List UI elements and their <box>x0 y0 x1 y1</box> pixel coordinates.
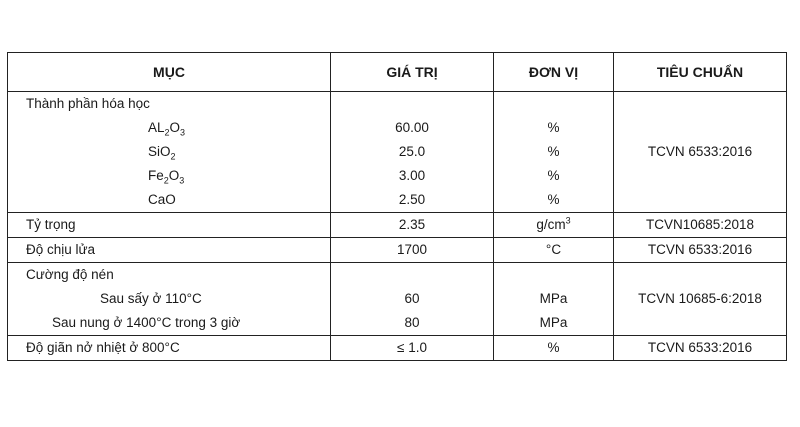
strength-fired-unit: MPa <box>494 311 614 336</box>
table-row <box>8 238 787 263</box>
al2o3-label: $AL_2O_3$ <box>8 116 331 140</box>
strength-dry-label: Sau sấy ở 110°C <box>8 287 331 311</box>
cao-unit: % <box>494 188 614 213</box>
fe2o3-value: 3.00 <box>331 164 494 188</box>
spec-table <box>7 52 787 361</box>
table-row <box>8 336 787 361</box>
strength-dry-value: 60 <box>331 287 494 311</box>
strength-fired-value: 80 <box>331 311 494 336</box>
strength-label: Cường độ nén <box>8 263 331 288</box>
strength-standard: TCVN 10685-6:2018 <box>614 263 787 336</box>
cao-label: CaO <box>8 188 331 213</box>
refractory-value: 1700 <box>331 238 494 263</box>
density-value: 2.35 <box>331 213 494 238</box>
table-row <box>8 213 787 238</box>
density-label: Tỷ trọng <box>8 213 331 238</box>
expansion-label: Độ giãn nở nhiệt ở 800°C <box>8 336 331 361</box>
expansion-unit: % <box>494 336 614 361</box>
chem-standard: TCVN 6533:2016 <box>614 92 787 213</box>
sio2-value: 25.0 <box>331 140 494 164</box>
al2o3-value: 60.00 <box>331 116 494 140</box>
refractory-label: Độ chịu lửa <box>8 238 331 263</box>
header-unit: ĐƠN VỊ <box>494 53 614 92</box>
header-row <box>8 53 787 92</box>
strength-dry-unit: MPa <box>494 287 614 311</box>
strength-fired-label: Sau nung ở 1400°C trong 3 giờ <box>8 311 331 336</box>
header-value: GIÁ TRỊ <box>331 53 494 92</box>
fe2o3-label: $Fe_2O_3$ <box>8 164 331 188</box>
header-standard: TIÊU CHUẨN <box>614 53 787 92</box>
fe2o3-unit: % <box>494 164 614 188</box>
density-unit: $g/cm^3$ <box>494 213 614 238</box>
refractory-standard: TCVN 6533:2016 <box>614 238 787 263</box>
header-item: MỤC <box>8 53 331 92</box>
cao-value: 2.50 <box>331 188 494 213</box>
refractory-unit: °C <box>494 238 614 263</box>
table-row <box>8 92 787 117</box>
density-standard: TCVN10685:2018 <box>614 213 787 238</box>
al2o3-unit: % <box>494 116 614 140</box>
spec-table-container <box>7 52 787 361</box>
sio2-unit: % <box>494 140 614 164</box>
sio2-label: SiO$_2$ <box>8 140 331 164</box>
chem-label: Thành phần hóa học <box>8 92 331 117</box>
expansion-standard: TCVN 6533:2016 <box>614 336 787 361</box>
expansion-value: ≤ 1.0 <box>331 336 494 361</box>
table-row <box>8 263 787 288</box>
